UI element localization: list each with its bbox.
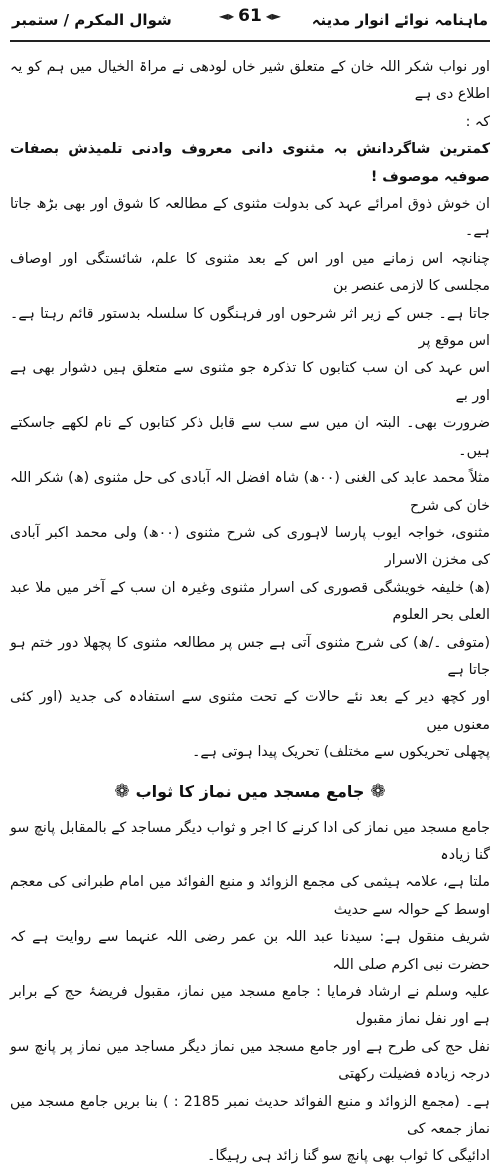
text-line: پچھلی تحریکوں سے مختلف) تحریک پیدا ہوتی ہے۔ [192, 744, 490, 761]
text-line: جامع مسجد میں نماز کی ادا کرنے کا اجر و ثواب دیگر مساجد کے بالمقابل پانچ سو گنا زیادہ [10, 819, 490, 863]
text-line: ہے۔ (مجمع الزوائد و منبع الفوائد حدیث نمبر 2185 : ) بنا بریں جامع مسجد میں نماز جمعہ کی [10, 1093, 491, 1138]
ornament-left-icon: ◄▸ [218, 9, 235, 23]
text-line: نفل حج کی طرح ہے اور جامع مسجد میں نماز دیگر مساجد میں نماز پر پانچ سو درجہ زیادہ فضیلت رکھتی [10, 1038, 490, 1083]
ornament-bracket-icon: ❁ [114, 781, 130, 803]
text-line: (ھ) خلیفہ خویشگی قصوری کی اسرار مثنوی وغیرہ ان سب کے آخر میں ملا عبد العلی بحر العلوم [10, 579, 490, 624]
section-title: جامع مسجد میں نماز کا ثواب [135, 782, 365, 802]
article-body [10, 54, 490, 767]
issue-month: شوال المکرم / ستمبر [12, 11, 172, 29]
text-line: ملتا ہے، علامہ ہیثمی کی مجمع الزوائد و منبع الفوائد میں امام طبرانی کی معجم اوسط کے حوالہ سے حدیث [10, 874, 490, 918]
page-number-box [219, 6, 281, 26]
text-line: مثلاً محمد عابد کی الغنی (۰۰ھ) شاہ افضل الہ آبادی کی حل مثنوی (ھ) شکر اللہ خان کی شرح [10, 470, 490, 514]
text-line: کہ : [465, 113, 490, 130]
text-line: شریف منقول ہے: سیدنا عبد اللہ بن عمر رضی اللہ عنہما سے روایت ہے کہ حضرت نبی اکرم صلی اللہ [10, 929, 490, 973]
text-line: (متوفی ۔/ھ) کی شرح مثنوی آتی ہے جس پر مطالعہ مثنوی کا پچھلا دور ختم ہو جاتا ہے [10, 634, 490, 678]
text-line: ان خوش ذوق امرائے عہد کی بدولت مثنوی کے مطالعہ کا شوق اور بھی بڑھ جاتا ہے۔ [10, 196, 490, 240]
text-line: علیہ وسلم نے ارشاد فرمایا : جامع مسجد میں نماز، مقبول فریضۂ حج کے برابر ہے اور نفل نماز مقبول [10, 984, 490, 1028]
persian-quote: کمترین شاگردانش بہ مثنوی دانی معروف وادنی تلمیذش بصفات صوفیہ موصوف ! [10, 141, 490, 185]
text-line: چنانچہ اس زمانے میں اور اس کے بعد مثنوی کا علم، شائستگی اور اوصاف مجلسی کا لازمی عنصر بن [10, 250, 490, 295]
ornament-right-icon: ◂► [265, 9, 282, 23]
text-line: اس عہد کی ان سب کتابوں کا تذکرہ جو مثنوی سے متعلق ہیں دشوار بھی ہے اور بے [10, 360, 490, 404]
magazine-title: ماہنامہ نوائے انوار مدینہ [311, 11, 488, 29]
text-line: جاتا ہے۔ جس کے زیر اثر شرحوں اور فرہنگوں کا سلسلہ بدستور قائم رہتا ہے۔ اس موقع پر [10, 305, 490, 350]
text-line: ادائیگی کا ثواب بھی پانچ سو گنا زائد ہی رہیگا۔ [207, 1148, 490, 1165]
text-line: ضرورت بھی۔ البتہ ان میں سے سب سے قابل ذکر کتابوں کے نام لکھے جاسکتے ہیں۔ [10, 415, 490, 459]
text-line: اور نواب شکر اللہ خان کے متعلق شیر خاں لودھی نے مراۃ الخیال میں ہم کو یہ اطلاع دی ہے [10, 59, 490, 103]
text-line: مثنوی، خواجہ ایوب پارسا لاہوری کی شرح مثنوی (۰۰ھ) ولی محمد اکبر آبادی کی مخزن الاسرار [10, 524, 491, 569]
page-number: 61 [238, 6, 262, 26]
ornament-bracket-icon: ❁ [370, 781, 386, 803]
page-header [10, 0, 490, 42]
text-line: اور کچھ دیر کے بعد نئے حالات کے تحت مثنوی سے استفادہ کی جدید (اور کئی معنوں میں [10, 689, 490, 733]
section-body [10, 815, 490, 1171]
section-heading [10, 773, 490, 811]
